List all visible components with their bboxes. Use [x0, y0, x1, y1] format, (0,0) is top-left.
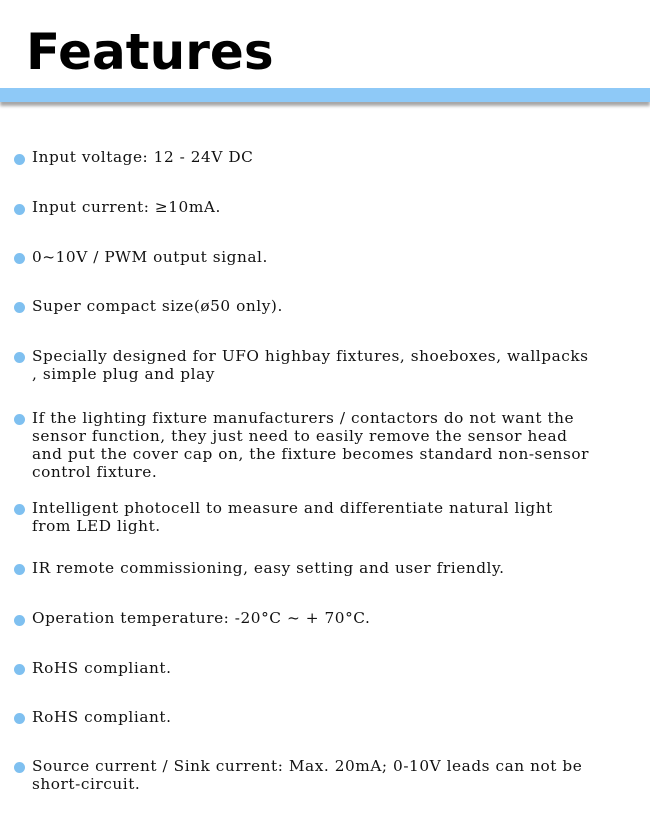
feature-text: IR remote commissioning, easy setting and user friendly. — [32, 559, 505, 577]
bullet-dot-icon — [14, 615, 25, 626]
bullet-dot-icon — [14, 204, 25, 215]
bullet-dot-icon — [14, 762, 25, 773]
bullet-dot-icon — [14, 302, 25, 313]
feature-text: 0~10V / PWM output signal. — [32, 248, 268, 266]
feature-text: Input current: ≥10mA. — [32, 198, 221, 216]
feature-text: Super compact size(ø50 only). — [32, 297, 283, 315]
bullet-dot-icon — [14, 504, 25, 515]
bullet-dot-icon — [14, 564, 25, 575]
page-title: Features — [26, 23, 274, 81]
feature-text: Intelligent photocell to measure and differentiate natural light from LED light. — [32, 499, 553, 535]
feature-text: Specially designed for UFO highbay fixtures, shoeboxes, wallpacks , simple plug and play — [32, 347, 589, 383]
bullet-dot-icon — [14, 253, 25, 264]
bullet-dot-icon — [14, 664, 25, 675]
bullet-dot-icon — [14, 713, 25, 724]
feature-text: Source current / Sink current: Max. 20mA; 0-10V leads can not be short-circuit. — [32, 757, 583, 793]
feature-text: RoHS compliant. — [32, 659, 172, 677]
bullet-dot-icon — [14, 352, 25, 363]
feature-text: If the lighting fixture manufacturers / contactors do not want the sensor function, they just need to easily remove the sensor head and put the cover cap on, the fixture becomes standard non-sensor control fixture. — [32, 409, 589, 481]
feature-text: RoHS compliant. — [32, 708, 172, 726]
bullet-dot-icon — [14, 154, 25, 165]
bullet-dot-icon — [14, 414, 25, 425]
feature-text: Operation temperature: -20°C ~ + 70°C. — [32, 609, 371, 627]
feature-text: Input voltage: 12 - 24V DC — [32, 148, 254, 166]
header-divider-bar — [0, 88, 650, 102]
